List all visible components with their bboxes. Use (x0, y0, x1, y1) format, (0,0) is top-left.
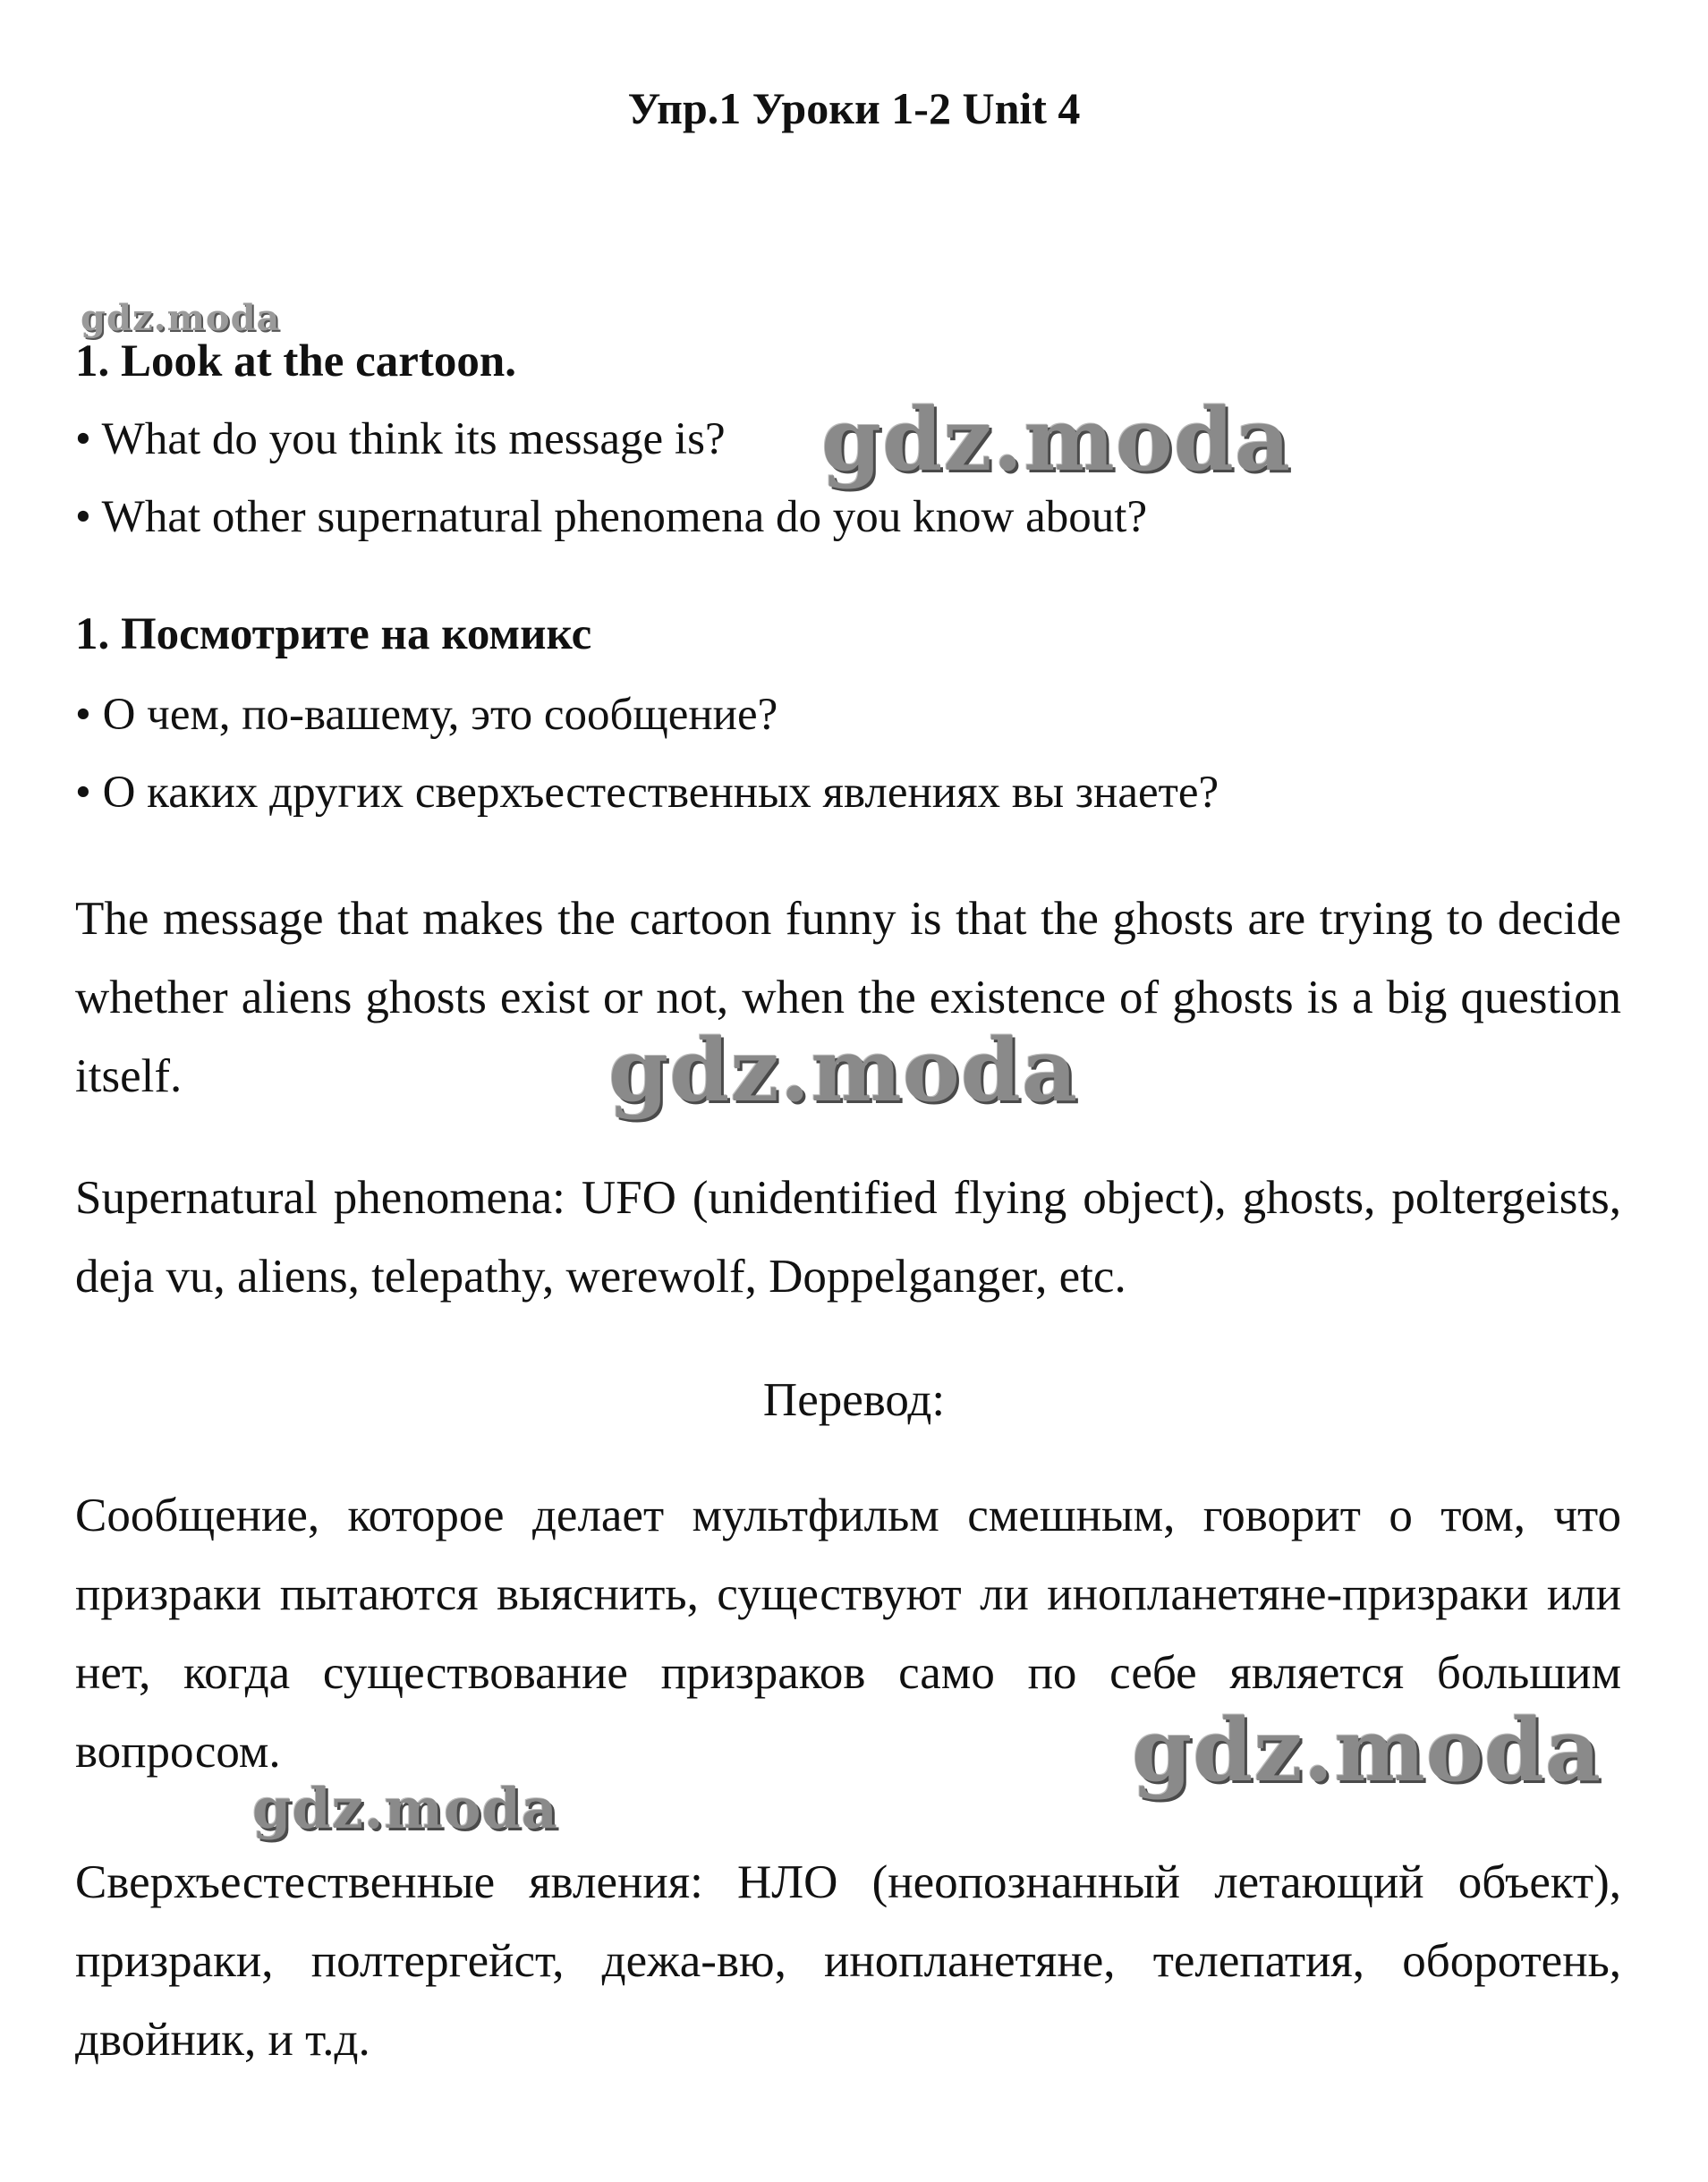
watermark: gdz.moda (821, 389, 1292, 490)
answer-ru-phenomena: Сверхъестественные явления: НЛО (неопознанный летающий объект), призраки, полтергейст, дежа-вю, инопланетяне, телепатия, оборотень, двойник, и т.д. (75, 1856, 1621, 2066)
answer-en-message: The message that makes the cartoon funny is that the ghosts are trying to decide whether aliens ghosts exist or not, when the existence of ghosts is a big question itself. (75, 893, 1621, 1102)
task-bullet-ru-1: • О чем, по-вашему, это сообщение? (75, 690, 778, 740)
watermark: gdz.moda (81, 297, 281, 339)
task-heading-en: 1. Look at the cartoon. (75, 336, 516, 386)
task-bullet-en-1: • What do you think its message is? (75, 414, 726, 464)
task-heading-ru: 1. Посмотрите на комикс (75, 609, 592, 659)
page-title: Упр.1 Уроки 1-2 Unit 4 (627, 83, 1081, 133)
answer-en-phenomena: Supernatural phenomena: UFO (unidentified flying object), ghosts, poltergeists, deja vu, aliens, telepathy, werewolf, Doppelganger, etc. (75, 1172, 1621, 1303)
watermark: gdz.moda (1132, 1700, 1602, 1801)
task-bullet-ru-2: • О каких других сверхъестественных явлениях вы знаете? (75, 768, 1219, 818)
watermark: gdz.moda (252, 1776, 558, 1841)
translation-label: Перевод: (762, 1374, 946, 1426)
answer-ru-message: Сообщение, которое делает мультфильм смешным, говорит о том, что призраки пытаются выяснить, существуют ли инопланетяне-призраки или нет, когда существование призраков само по себе является большим вопросом. (75, 1490, 1621, 1778)
watermark: gdz.moda (608, 1020, 1079, 1121)
task-bullet-en-2: • What other supernatural phenomena do you know about? (75, 492, 1148, 542)
